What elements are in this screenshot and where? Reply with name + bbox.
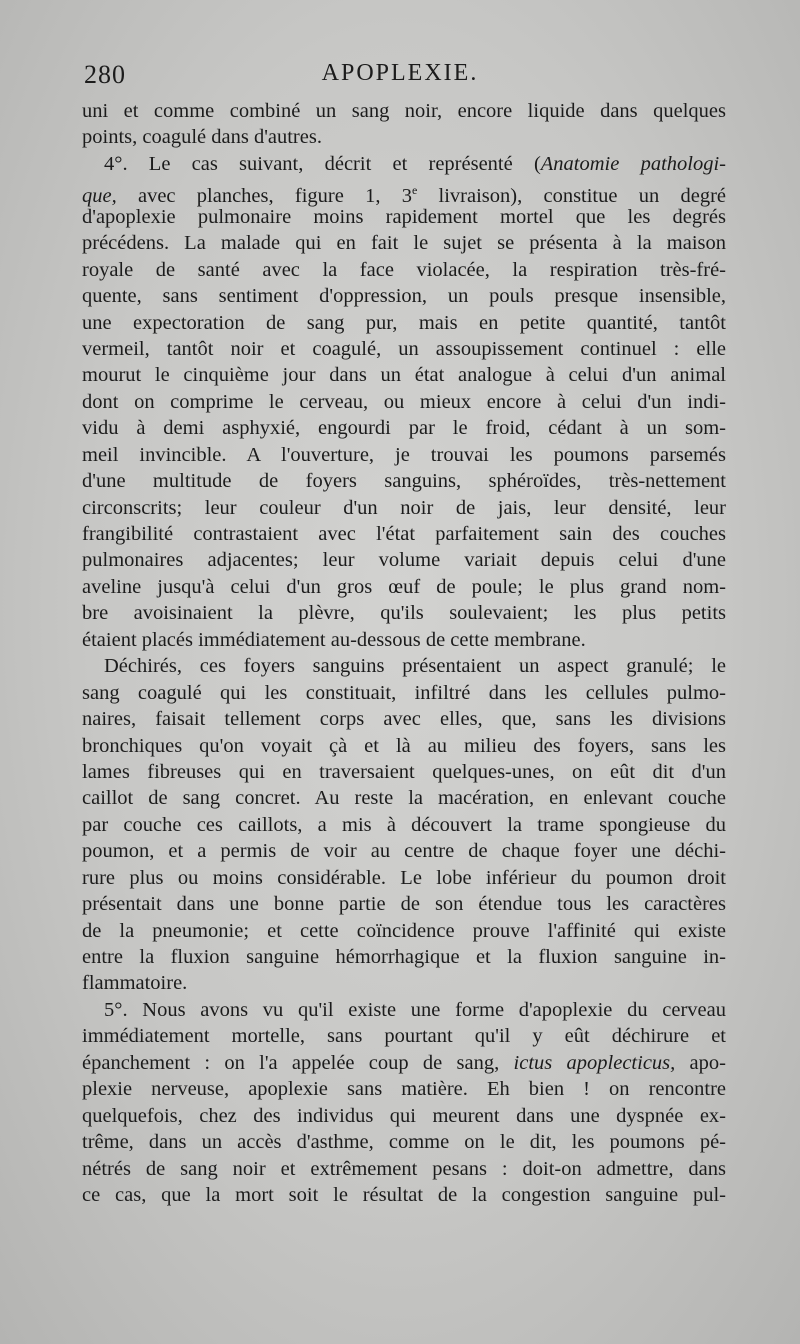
text-line: naires, faisait tellement corps avec elles, que, sans les divisions: [82, 708, 726, 731]
body-text: [82, 98, 726, 1208]
text-line: par couche ces caillots, a mis à découvert la trame spongieuse du: [82, 813, 726, 836]
text-line: flammatoire.: [82, 972, 188, 995]
text-line: poumon, et a permis de voir au centre de chaque foyer une déchi-: [82, 840, 726, 863]
text-line: lames fibreuses qui en traversaient quelques-unes, on eût dit d'un: [82, 760, 726, 783]
text-line: trême, dans un accès d'asthme, comme on le dit, les poumons pé-: [82, 1131, 726, 1154]
text-line: mourut le cinquième jour dans un état analogue à celui d'un animal: [82, 364, 726, 387]
text-line: d'une multitude de foyers sanguins, sphéroïdes, très-nettement: [82, 470, 726, 493]
text-line: rure plus ou moins considérable. Le lobe inférieur du poumon droit: [82, 866, 726, 889]
text-line: uni et comme combiné un sang noir, encore liquide dans quelques: [82, 100, 726, 122]
text-line: royale de santé avec la face violacée, la respiration très-fré-: [82, 258, 726, 281]
text-line: entre la fluxion sanguine hémorrhagique et la fluxion sanguine in-: [82, 946, 726, 968]
text-line: plexie nerveuse, apoplexie sans matière. Eh bien ! on rencontre: [82, 1078, 726, 1101]
text-line: Déchirés, ces foyers sanguins présentaient un aspect granulé; le: [104, 655, 726, 678]
text-line: quelquefois, chez des individus qui meurent dans une dyspnée ex-: [82, 1104, 726, 1127]
text-line: pulmonaires adjacentes; leur volume variait depuis celui d'une: [82, 549, 726, 572]
text-line: vidu à demi asphyxié, engourdi par le froid, cédant à un som-: [82, 417, 726, 440]
running-title: APOPLEXIE.: [321, 60, 479, 86]
text-line: nétrés de sang noir et extrêmement pesans : doit-on admettre, dans: [82, 1157, 726, 1180]
text-line: présentait dans une bonne partie de son étendue tous les caractères: [82, 893, 726, 916]
text-line: vermeil, tantôt noir et coagulé, un assoupissement continuel : elle: [82, 337, 726, 360]
text-line: quente, sans sentiment d'oppression, un pouls presque insensible,: [82, 285, 726, 308]
text-line: d'apoplexie pulmonaire moins rapidement mortel que les degrés: [82, 205, 726, 228]
text-line: sang coagulé qui les constituait, infiltré dans les cellules pulmo-: [82, 681, 726, 704]
text-line: que, avec planches, figure 1, 3e livraison), constitue un degré: [82, 183, 727, 208]
text-line: caillot de sang concret. Au reste la macération, en enlevant couche: [82, 787, 726, 810]
text-line: aveline jusqu'à celui d'un gros œuf de poule; le plus grand nom-: [82, 575, 726, 598]
text-line: 4°. Le cas suivant, décrit et représenté (Anatomie pathologi-: [104, 152, 726, 175]
text-line: étaient placés immédiatement au-dessous de cette membrane.: [82, 628, 586, 651]
text-line: 5°. Nous avons vu qu'il existe une forme d'apoplexie du cerveau: [104, 998, 726, 1021]
text-line: meil invincible. A l'ouverture, je trouvai les poumons parsemés: [82, 443, 726, 466]
text-line: de la pneumonie; et cette coïncidence prouve l'affinité qui existe: [82, 919, 726, 942]
text-line: précédens. La malade qui en fait le sujet se présenta à la maison: [82, 232, 726, 255]
text-line: dont on comprime le cerveau, ou mieux encore à celui d'un indi-: [82, 390, 726, 413]
page-header: [80, 58, 720, 98]
page-number: 280: [84, 60, 126, 89]
text-line: épanchement : on l'a appelée coup de sang, ictus apoplecticus, apo-: [82, 1051, 726, 1074]
text-line: bronchiques qu'on voyait çà et là au milieu des foyers, sans les: [82, 734, 726, 757]
text-line: ce cas, que la mort soit le résultat de la congestion sanguine pul-: [82, 1183, 726, 1206]
text-line: frangibilité contrastaient avec l'état parfaitement sain des couches: [82, 523, 726, 545]
text-line: immédiatement mortelle, sans pourtant qu'il y eût déchirure et: [82, 1025, 726, 1048]
text-line: circonscrits; leur couleur d'un noir de jais, leur densité, leur: [82, 496, 726, 519]
text-line: bre avoisinaient la plèvre, qu'ils soulevaient; les plus petits: [82, 602, 726, 625]
text-line: points, coagulé dans d'autres.: [82, 126, 322, 149]
text-line: une expectoration de sang pur, mais en petite quantité, tantôt: [82, 311, 726, 334]
